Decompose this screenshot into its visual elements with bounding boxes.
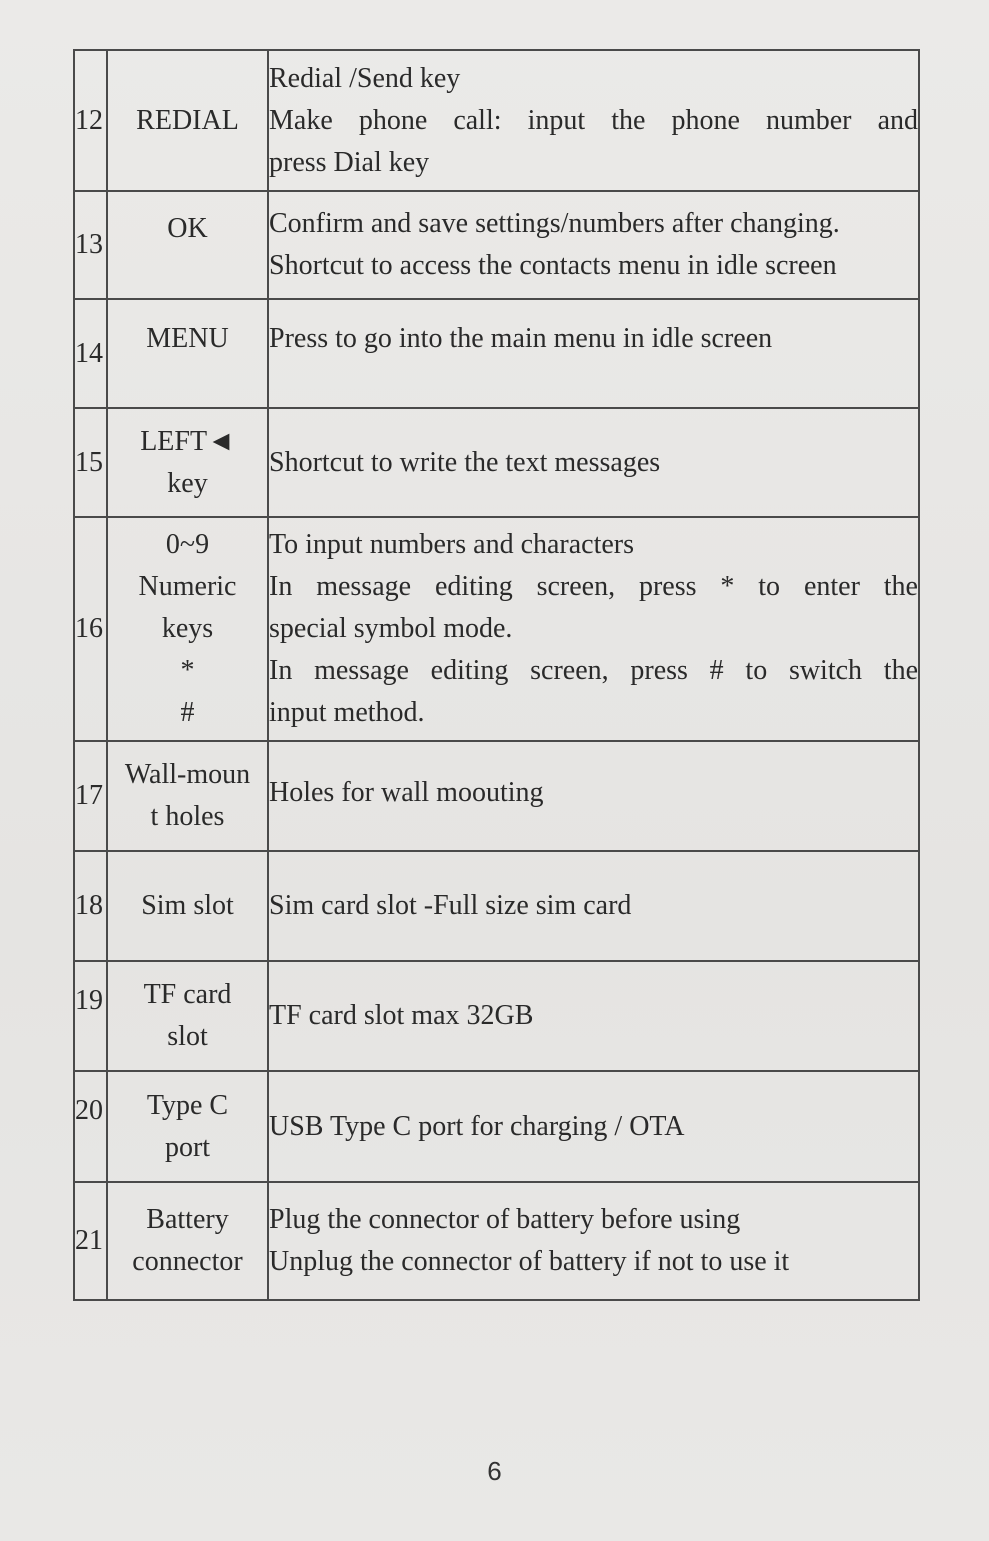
key-name: Type C port (107, 1071, 268, 1182)
row-number: 19 (74, 961, 107, 1071)
row-number: 17 (74, 741, 107, 851)
key-name: Wall-moun t holes (107, 741, 268, 851)
table-row (74, 1182, 919, 1300)
row-number: 15 (74, 408, 107, 517)
key-description: USB Type C port for charging / OTA (268, 1071, 919, 1182)
key-name: OK (107, 191, 268, 299)
table-row (74, 408, 919, 517)
key-name: Sim slot (107, 851, 268, 961)
row-number: 14 (74, 299, 107, 408)
key-description: Holes for wall moouting (268, 741, 919, 851)
key-description: TF card slot max 32GB (268, 961, 919, 1071)
key-name: LEFT◄ key (107, 408, 268, 517)
key-description: Plug the connector of battery before using Unplug the connector of battery if not to use it (268, 1182, 919, 1300)
table-row (74, 517, 919, 741)
table-row (74, 851, 919, 961)
key-name: Battery connector (107, 1182, 268, 1300)
row-number: 20 (74, 1071, 107, 1182)
table-row (74, 1071, 919, 1182)
row-number: 16 (74, 517, 107, 741)
key-description: To input numbers and characters In message editing screen, press * to enter the special symbol mode. In message editing screen, press # to switch the input method. (268, 517, 919, 741)
key-description: Shortcut to write the text messages (268, 408, 919, 517)
table-row (74, 191, 919, 299)
key-description: Redial /Send key Make phone call: input the phone number and press Dial key (268, 50, 919, 191)
key-description: Confirm and save settings/numbers after changing. Shortcut to access the contacts menu in idle screen (268, 191, 919, 299)
table-row (74, 50, 919, 191)
key-name: 0~9 Numeric keys * # (107, 517, 268, 741)
key-name: MENU (107, 299, 268, 408)
row-number: 21 (74, 1182, 107, 1300)
table-row (74, 961, 919, 1071)
table-row (74, 299, 919, 408)
row-number: 18 (74, 851, 107, 961)
row-number: 13 (74, 191, 107, 299)
key-description: Sim card slot -Full size sim card (268, 851, 919, 961)
key-name: TF card slot (107, 961, 268, 1071)
page-number: 6 (487, 1456, 502, 1486)
table-row (74, 741, 919, 851)
row-number: 12 (74, 50, 107, 191)
key-function-table (73, 49, 920, 1301)
key-description: Press to go into the main menu in idle screen (268, 299, 919, 408)
key-name: REDIAL (107, 50, 268, 191)
